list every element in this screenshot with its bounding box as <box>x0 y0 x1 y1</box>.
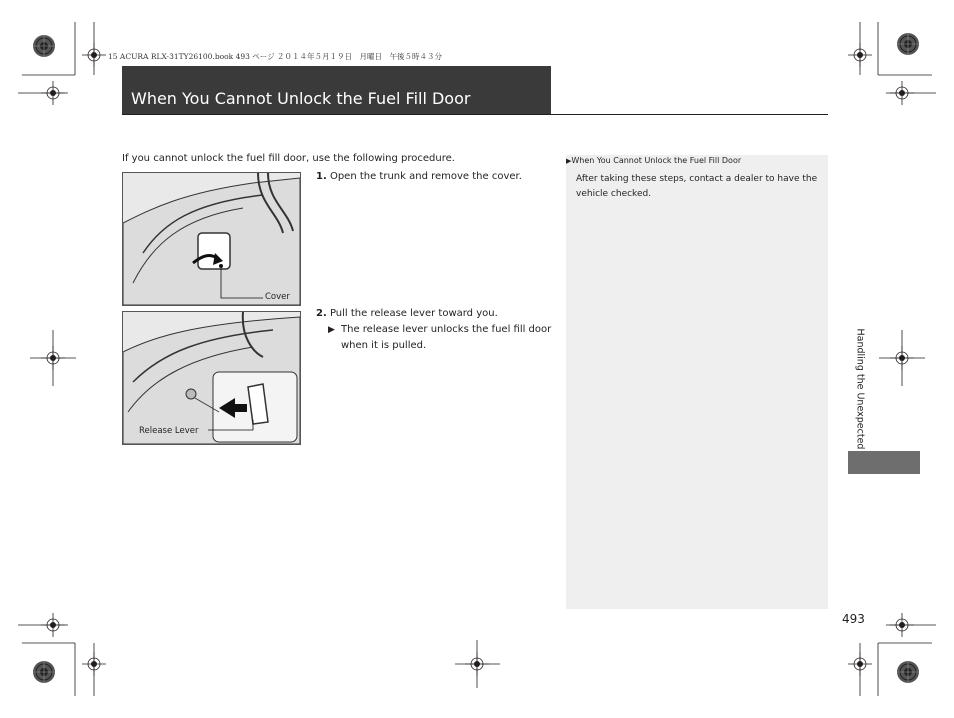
intro-text: If you cannot unlock the fuel fill door, use the following procedure. <box>122 153 455 164</box>
chapter-tab-marker <box>848 451 920 474</box>
registration-crosshair-icon <box>848 652 872 676</box>
step-2 <box>316 306 556 322</box>
color-target-icon <box>897 661 919 683</box>
step-1-number: 1. <box>316 171 327 182</box>
step-2-substep <box>328 322 569 354</box>
page-number: 493 <box>842 612 865 626</box>
release-lever-label: Release Lever <box>139 426 199 436</box>
title-divider <box>122 114 828 115</box>
sidebar-heading-text: When You Cannot Unlock the Fuel Fill Door <box>571 156 742 165</box>
step-2-number: 2. <box>316 308 327 319</box>
step-1 <box>316 169 556 185</box>
color-target-icon <box>897 33 919 55</box>
color-target-icon <box>33 35 55 57</box>
step-1-text: Open the trunk and remove the cover. <box>329 171 522 182</box>
page-title: When You Cannot Unlock the Fuel Fill Door <box>131 89 471 108</box>
step-2-subtext: The release lever unlocks the fuel fill door when it is pulled. <box>341 324 552 351</box>
release-lever-illustration <box>122 311 301 445</box>
sidebar-note-box <box>566 155 828 609</box>
print-header: 15 ACURA RLX-31TY26100.book 493 ページ ２０１４年５月１９日 月曜日 午後５時４３分 <box>108 52 443 61</box>
registration-crosshair-icon <box>890 81 914 105</box>
registration-crosshair-icon <box>848 43 872 67</box>
sidebar-body: After taking these steps, contact a dealer to have the vehicle checked. <box>576 174 818 199</box>
sidebar-heading <box>566 156 741 165</box>
registration-crosshair-icon <box>82 43 106 67</box>
cover-label: Cover <box>265 292 290 302</box>
color-target-icon <box>33 661 55 683</box>
double-arrow-icon: ▶ <box>566 157 572 165</box>
registration-crosshair-icon <box>82 652 106 676</box>
trunk-cover-illustration <box>122 172 301 306</box>
chapter-tab-label: Handling the Unexpected <box>854 328 866 450</box>
step-2-text: Pull the release lever toward you. <box>329 308 498 319</box>
registration-crosshair-icon <box>41 613 65 637</box>
triangle-right-icon: ▶ <box>328 325 335 335</box>
registration-crosshair-icon <box>890 613 914 637</box>
registration-crosshair-icon <box>41 81 65 105</box>
